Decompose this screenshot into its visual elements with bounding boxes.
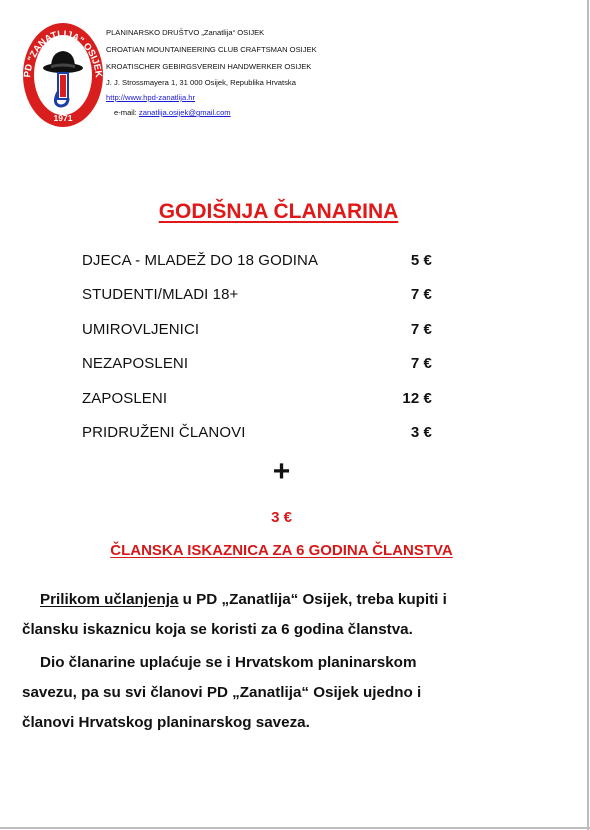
letterhead: [106, 27, 536, 119]
fee-list: [82, 243, 432, 450]
fee-amount: 7 €: [410, 320, 432, 338]
fee-category: NEZAPOSLENI: [82, 355, 189, 373]
page-edge-right: [587, 0, 589, 830]
fee-amount: 3 €: [410, 424, 432, 442]
paragraph-line: člansku iskaznicu koja se koristi za 6 godina članstva.: [22, 621, 413, 638]
fee-amount: 12 €: [402, 389, 432, 407]
website-link[interactable]: http://www.hpd-zanatlija.hr: [106, 92, 196, 102]
logo-arc-textpath: PD "ZANATLIJA" OSIJEK: [22, 28, 104, 79]
email-row: [106, 107, 536, 119]
paragraph-line: [22, 585, 542, 615]
paragraph-membership: [22, 585, 542, 645]
club-logo: [22, 22, 104, 128]
plus-sign: +: [272, 455, 291, 488]
club-logo-graphic: [22, 22, 104, 128]
paragraph-lead: Prilikom učlanjenja: [40, 591, 179, 608]
fee-row: [82, 416, 432, 451]
club-name-de: KROATISCHER GEBIRGSVEREIN HANDWERKER OSIJEK: [106, 62, 312, 72]
email-link[interactable]: zanatlija.osijek@gmail.com: [138, 108, 231, 118]
paragraph-line: savezu, pa su svi članovi PD „Zanatlija“ Osijek ujedno i: [22, 684, 422, 701]
fee-row: [82, 347, 432, 382]
fee-row: [82, 243, 432, 278]
fee-row: [82, 312, 432, 347]
fee-category: ZAPOSLENI: [82, 389, 168, 407]
club-name-hr: PLANINARSKO DRUŠTVO „Zanatlija“ OSIJEK: [106, 28, 265, 37]
page-title: GODIŠNJA ČLANARINA: [158, 200, 399, 223]
card-price: 3 €: [271, 509, 292, 526]
page-edge-bottom: [0, 827, 590, 829]
fee-amount: 5 €: [410, 251, 432, 269]
fee-row: [82, 381, 432, 416]
paragraph-text: u PD „Zanatlija“ Osijek, treba kupiti i: [178, 591, 447, 608]
paragraph-line: članovi Hrvatskog planinarskog saveza.: [22, 714, 310, 731]
paragraph-line: Dio članarine uplaćuje se i Hrvatskom planinarskom: [40, 654, 417, 671]
club-address: J. J. Strossmayera 1, 31 000 Osijek, Republika Hrvatska: [106, 77, 296, 87]
logo-year: 1971: [53, 113, 73, 123]
paragraph-federation: [22, 648, 542, 738]
fee-category: STUDENTI/MLADI 18+: [82, 286, 239, 304]
fee-category: UMIROVLJENICI: [82, 320, 200, 338]
fee-amount: 7 €: [410, 355, 432, 373]
email-label: e-mail:: [114, 108, 137, 118]
card-description: ČLANSKA ISKAZNICA ZA 6 GODINA ČLANSTVA: [110, 542, 453, 559]
fee-category: PRIDRUŽENI ČLANOVI: [82, 424, 246, 442]
fee-row: [82, 278, 432, 313]
fee-amount: 7 €: [410, 286, 432, 304]
club-name-en: CROATIAN MOUNTAINEERING CLUB CRAFTSMAN OSIJEK: [106, 45, 317, 55]
fee-category: DJECA - MLADEŽ DO 18 GODINA: [82, 251, 319, 269]
